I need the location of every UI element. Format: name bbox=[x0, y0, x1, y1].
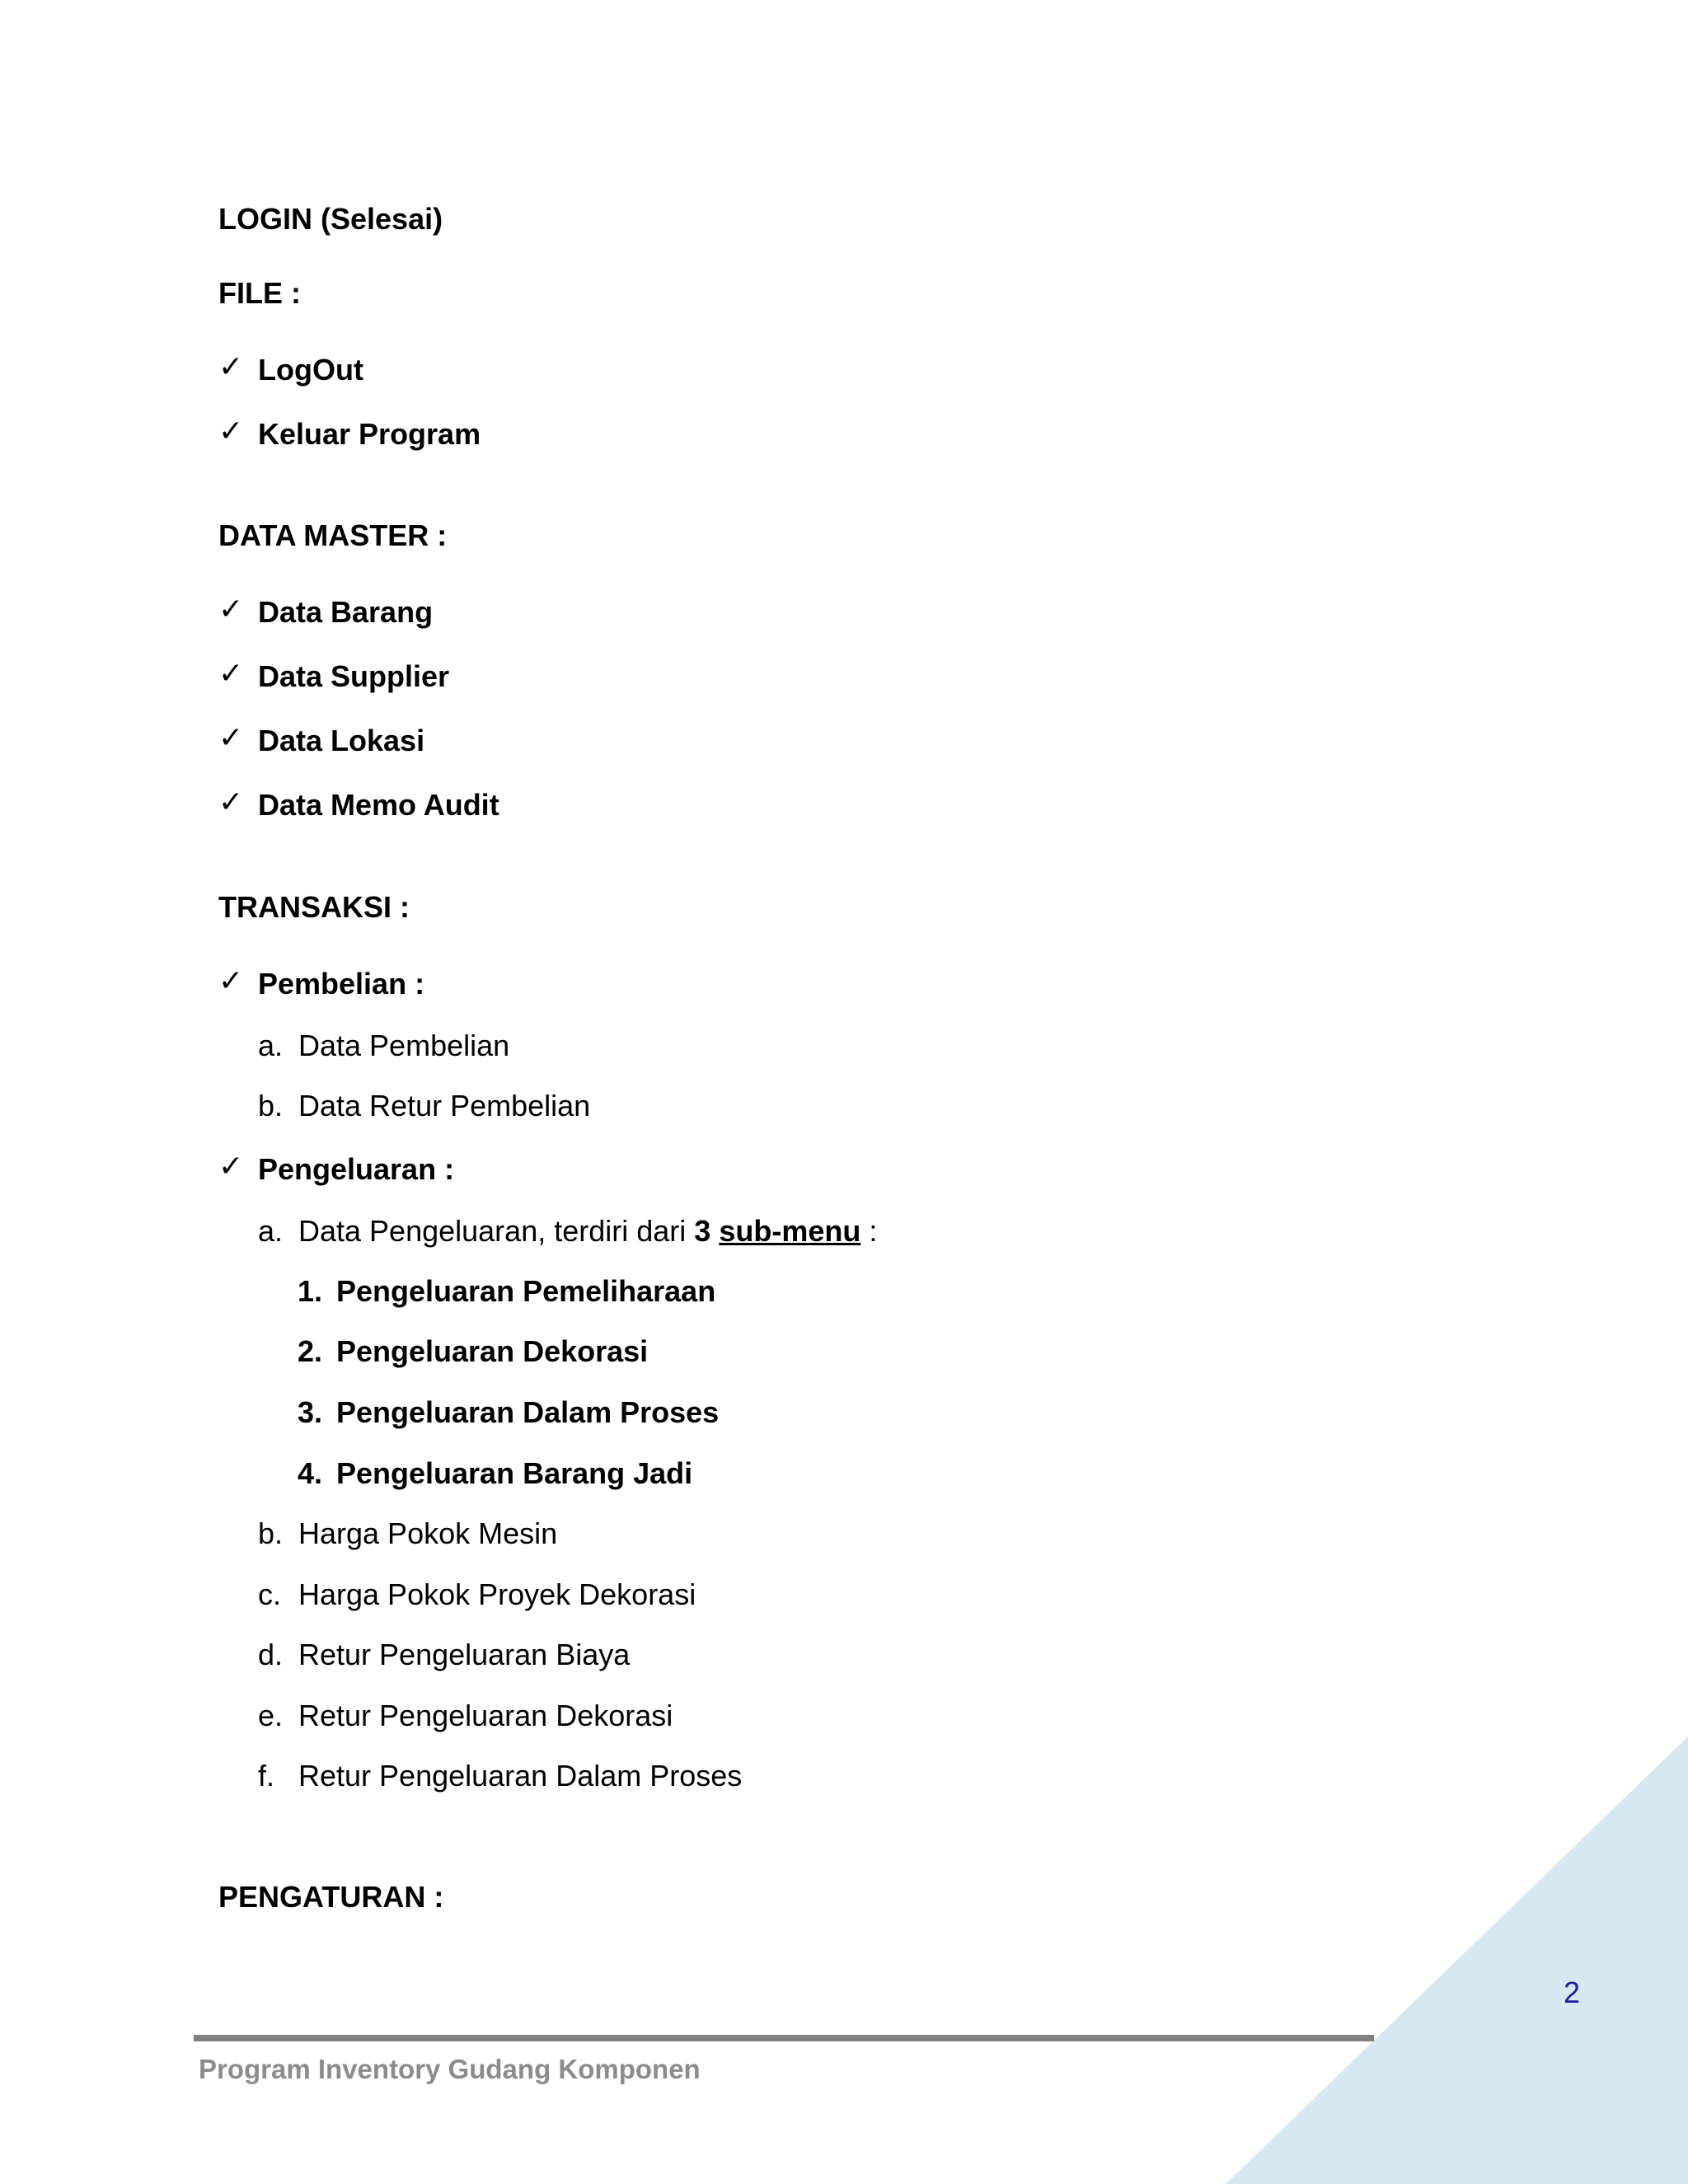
page-number: 2 bbox=[1564, 1975, 1581, 2009]
data-master-item-lokasi: Data Lokasi bbox=[258, 724, 425, 757]
data-master-item-supplier: Data Supplier bbox=[258, 659, 450, 693]
pembelian-label: Pembelian : bbox=[258, 967, 425, 1001]
submenu-pengeluaran-barang-jadi: Pengeluaran Barang Jadi bbox=[336, 1456, 693, 1490]
list-marker: 1. bbox=[298, 1274, 323, 1308]
data-master-item-barang: Data Barang bbox=[258, 595, 434, 629]
list-marker: a. bbox=[258, 1029, 284, 1062]
footer-rule bbox=[194, 2035, 1374, 2041]
check-icon: ✓ bbox=[218, 350, 244, 384]
file-heading: FILE : bbox=[218, 276, 301, 310]
list-marker: e. bbox=[258, 1699, 284, 1732]
pengeluaran-item-data-pengeluaran bbox=[298, 1215, 877, 1248]
login-heading: LOGIN (Selesai) bbox=[218, 202, 443, 236]
pengeluaran-item-retur-dalam-proses: Retur Pengeluaran Dalam Proses bbox=[298, 1759, 743, 1793]
file-item-logout: LogOut bbox=[258, 353, 363, 387]
list-marker: 2. bbox=[298, 1334, 323, 1368]
list-marker: f. bbox=[258, 1759, 275, 1793]
file-item-keluar-program: Keluar Program bbox=[258, 417, 481, 451]
check-icon: ✓ bbox=[218, 1150, 244, 1183]
pengeluaran-item-a-suffix: : bbox=[860, 1214, 878, 1248]
list-marker: b. bbox=[258, 1516, 284, 1550]
check-icon: ✓ bbox=[218, 721, 244, 755]
pengeluaran-item-harga-pokok-mesin: Harga Pokok Mesin bbox=[298, 1516, 558, 1550]
data-master-heading: DATA MASTER : bbox=[218, 518, 448, 552]
check-icon: ✓ bbox=[218, 657, 244, 691]
list-marker: b. bbox=[258, 1089, 284, 1122]
pembelian-item-data-pembelian: Data Pembelian bbox=[298, 1029, 510, 1062]
pembelian-item-data-retur-pembelian: Data Retur Pembelian bbox=[298, 1089, 591, 1122]
data-master-item-memo-audit: Data Memo Audit bbox=[258, 788, 499, 822]
list-marker: 4. bbox=[298, 1456, 323, 1490]
pengeluaran-item-harga-pokok-proyek-dekorasi: Harga Pokok Proyek Dekorasi bbox=[298, 1577, 696, 1611]
submenu-pengeluaran-dalam-proses: Pengeluaran Dalam Proses bbox=[336, 1395, 720, 1429]
list-marker: 3. bbox=[298, 1395, 323, 1429]
footer-title: Program Inventory Gudang Komponen bbox=[199, 2054, 701, 2084]
pengeluaran-item-a-text: Data Pengeluaran, terdiri dari bbox=[298, 1214, 695, 1248]
check-icon: ✓ bbox=[218, 785, 244, 819]
submenu-count: 3 bbox=[694, 1214, 711, 1248]
submenu-pengeluaran-dekorasi: Pengeluaran Dekorasi bbox=[336, 1334, 649, 1368]
pengeluaran-label: Pengeluaran : bbox=[258, 1152, 455, 1186]
check-icon: ✓ bbox=[218, 964, 244, 998]
list-marker: d. bbox=[258, 1638, 284, 1671]
submenu-pengeluaran-pemeliharaan: Pengeluaran Pemeliharaan bbox=[336, 1274, 716, 1308]
submenu-word: sub-menu bbox=[719, 1214, 861, 1248]
list-marker: a. bbox=[258, 1214, 284, 1248]
check-icon: ✓ bbox=[218, 415, 244, 448]
check-icon: ✓ bbox=[218, 593, 244, 626]
pengeluaran-item-retur-dekorasi: Retur Pengeluaran Dekorasi bbox=[298, 1699, 673, 1732]
transaksi-heading: TRANSAKSI : bbox=[218, 890, 410, 924]
pengeluaran-item-retur-biaya: Retur Pengeluaran Biaya bbox=[298, 1638, 631, 1671]
list-marker: c. bbox=[258, 1577, 282, 1611]
pengaturan-heading: PENGATURAN : bbox=[218, 1880, 444, 1914]
